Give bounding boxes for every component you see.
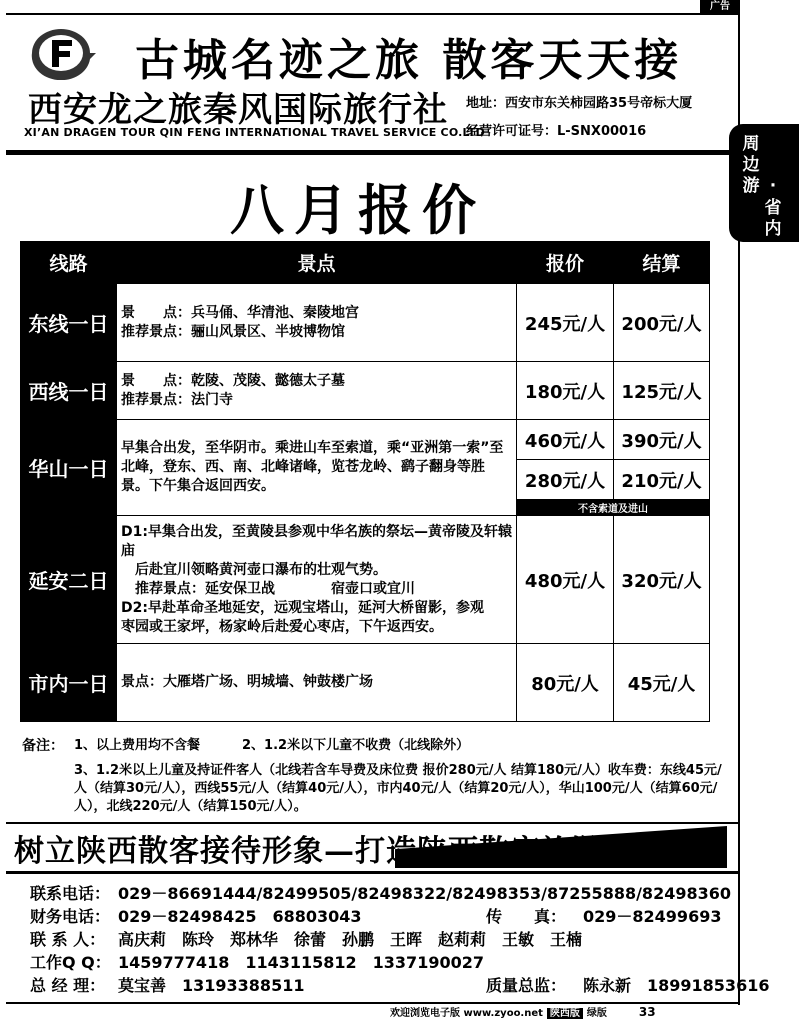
banner-left-text: 树立陕西散客接待形象 <box>14 834 324 869</box>
footer-edition-badge: 陕西版 <box>547 1008 583 1019</box>
route-description: 景 点：乾陵、茂陵、懿德太子墓 推荐景点：法门寺 <box>117 362 517 420</box>
frame-top-rule <box>6 13 740 15</box>
contact-info <box>30 882 770 997</box>
route-name: 华山一日 <box>21 420 117 516</box>
route-name: 市内一日 <box>21 644 117 722</box>
route-settle: 45元/人 <box>614 644 710 722</box>
banner-bottom-rule <box>6 871 738 874</box>
banner-top-rule <box>6 822 738 824</box>
route-settle: 200元/人 <box>614 284 710 362</box>
header-price: 报价 <box>517 242 614 284</box>
contact-row: 联 系 人： 高庆莉 陈玲 郑林华 徐蕾 孙鹏 王晖 赵莉莉 王敏 王楠 <box>30 930 583 949</box>
slogan: 古城名迹之旅 散客天天接 <box>135 35 683 86</box>
price-note: 不含索道及进山 <box>517 500 710 516</box>
route-description: 早集合出发，至华阴市。乘进山车至索道，乘“亚洲第一索”至北峰，登东、西、南、北峰诸峰，览苍龙岭、鹞子翻身等胜景。下午集合返回西安。 <box>117 420 517 516</box>
page-title: 八月报价 <box>230 178 486 242</box>
side-category-tab <box>729 124 799 242</box>
ad-tag: 广告 <box>700 0 740 14</box>
route-description: 景 点：兵马俑、华清池、秦陵地宫 推荐景点：骊山风景区、半坡博物馆 <box>117 284 517 362</box>
brand-banner <box>14 826 734 868</box>
contact-row: 财务电话： 029－82498425 68803043 传 真： 029－82499693 <box>30 907 722 926</box>
route-settle: 320元/人 <box>614 516 710 644</box>
route-description: D1:早集合出发，至黄陵县参观中华名族的祭坛—黄帝陵及轩辕庙 后赴宜川领略黄河壶口瀑布的壮观气势。 推荐景点：延安保卫战 宿壶口或宜川 D2:早赴革命圣地延安，远观宝塔山，延河大桥留影，参观 枣园或王家坪，杨家岭后赴爱心枣店，下午返西安。 <box>117 516 517 644</box>
header-settle: 结算 <box>614 242 710 284</box>
footer-website: 欢迎浏览电子版 www.zyoo.net <box>390 1008 543 1019</box>
banner-right-text: —打造陕西散客旅游品牌 <box>324 834 665 869</box>
table-row <box>21 516 710 644</box>
remark-2: 2、1.2米以下儿童不收费（北线除外） <box>242 738 470 753</box>
route-description: 景点：大雁塔广场、明城墙、钟鼓楼广场 <box>117 644 517 722</box>
contact-row: 工作Q Q： 1459777418 1143115812 1337190027 <box>30 953 484 972</box>
route-settle: 125元/人 <box>614 362 710 420</box>
route-settle-alt: 210元/人 <box>614 460 710 500</box>
footer-edition: 绿版 <box>586 1008 607 1019</box>
table-row <box>21 644 710 722</box>
route-price: 480元/人 <box>517 516 614 644</box>
header-route: 线路 <box>21 242 117 284</box>
price-table <box>20 241 710 722</box>
route-price: 80元/人 <box>517 644 614 722</box>
header-rule <box>6 150 738 155</box>
table-row <box>21 284 710 362</box>
company-name-en: XI’AN DRAGEN TOUR QIN FENG INTERNATIONAL TRAVEL SERVICE CO.LTD <box>24 126 485 139</box>
side-tab-column-2: 省 内 <box>764 198 782 239</box>
page-number: 33 <box>638 1005 656 1019</box>
table-header-row <box>21 242 710 284</box>
side-tab-dot: · <box>769 176 777 196</box>
route-price: 245元/人 <box>517 284 614 362</box>
header-sights: 景点 <box>117 242 517 284</box>
table-row <box>21 420 710 460</box>
route-name: 西线一日 <box>21 362 117 420</box>
table-row <box>21 362 710 420</box>
contact-row: 联系电话： 029－86691444/82499505/82498322/82498353/87255888/82498360 <box>30 884 731 903</box>
route-name: 延安二日 <box>21 516 117 644</box>
side-tab-column-1: 周 边 游 <box>742 134 760 196</box>
remark-3: 3、1.2米以上儿童及持证件客人（北线若含车导费及床位费 报价280元/人 结算180元/人）收车费：东线45元/人（结算30元/人），西线55元/人（结算40元/人），市内40元/人（结算20元/人），华山100元/人（结算60元/人），北线220元/人（结算150元/人）。 <box>74 763 722 814</box>
route-price: 180元/人 <box>517 362 614 420</box>
license-number: 经营许可证号：L-SNX00016 <box>466 124 647 139</box>
company-logo <box>22 26 100 80</box>
contact-row: 总 经 理： 莫宝善 13193388511 质量总监： 陈永新 18991853616 <box>30 976 770 995</box>
route-price-alt: 280元/人 <box>517 460 614 500</box>
route-name: 东线一日 <box>21 284 117 362</box>
company-name-cn: 西安龙之旅秦风国际旅行社 <box>28 90 448 130</box>
remarks-label: 备注： <box>22 738 64 754</box>
route-settle: 390元/人 <box>614 420 710 460</box>
company-address: 地址：西安市东关柿园路35号帝标大厦 <box>466 96 693 111</box>
route-price: 460元/人 <box>517 420 614 460</box>
remark-1: 1、以上费用均不含餐 <box>74 738 201 753</box>
